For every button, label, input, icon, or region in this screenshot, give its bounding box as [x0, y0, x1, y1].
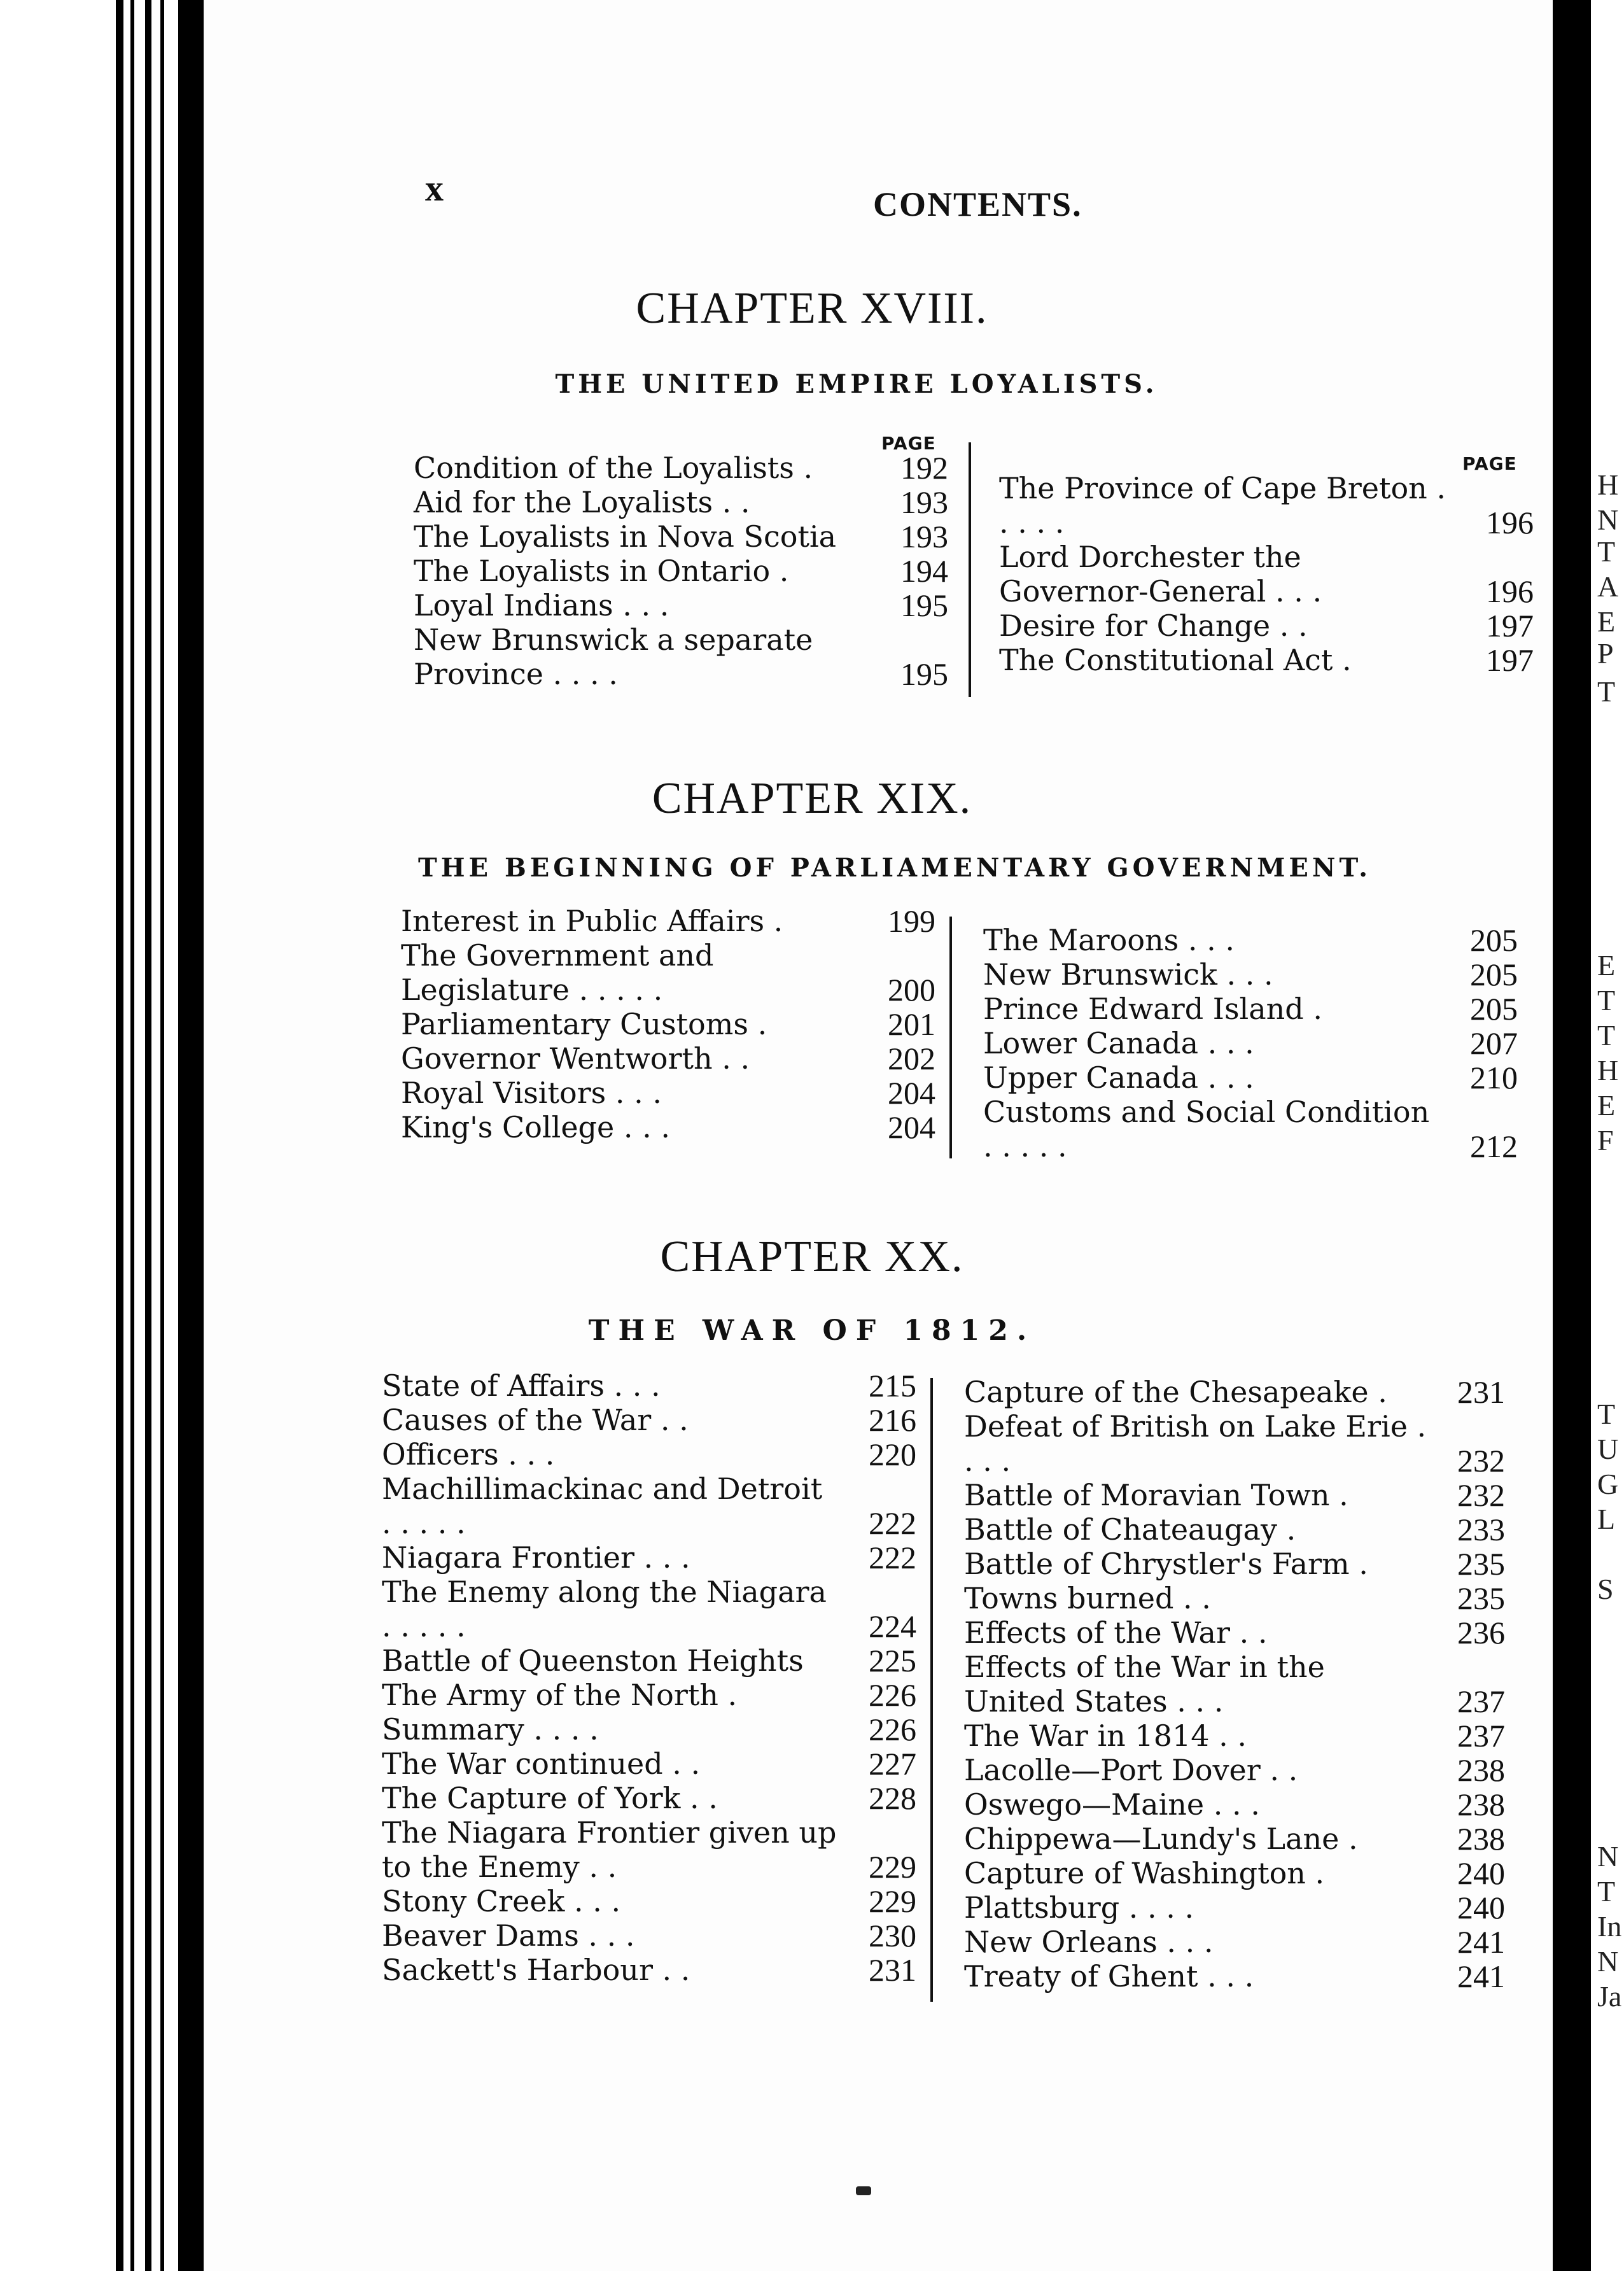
toc-entry[interactable]: Desire for Change . . 197: [999, 608, 1534, 643]
binding-edge: [130, 0, 134, 2271]
margin-letter: N: [1597, 1945, 1619, 1978]
page-number: x: [425, 167, 444, 209]
toc-entry[interactable]: Oswego—Maine . . . 238: [964, 1787, 1505, 1822]
toc-entry[interactable]: State of Affairs . . . 215: [382, 1368, 916, 1403]
margin-letter: T: [1597, 984, 1616, 1016]
column-divider: [969, 442, 971, 697]
margin-letter: S: [1597, 1573, 1614, 1605]
toc-entry[interactable]: Governor Wentworth . . 202: [401, 1041, 935, 1076]
binding-edge: [116, 0, 123, 2271]
toc-entry[interactable]: Stony Creek . . . 229: [382, 1883, 916, 1919]
running-head: CONTENTS.: [873, 185, 1082, 223]
toc-entry[interactable]: Officers . . . 220: [382, 1437, 916, 1472]
toc-column-left: [401, 904, 935, 1144]
page-left-edge: [178, 0, 204, 2271]
toc-entry[interactable]: Condition of the Loyalists . 192: [414, 450, 948, 486]
toc-entry[interactable]: Battle of Chrystler's Farm . 235: [964, 1546, 1505, 1582]
toc-entry[interactable]: The Loyalists in Ontario . 194: [414, 553, 948, 589]
toc-entry[interactable]: Towns burned . . 235: [964, 1580, 1505, 1616]
column-divider: [930, 1378, 933, 2002]
toc-column-right: [999, 471, 1534, 677]
page-column-label: PAGE: [881, 433, 936, 454]
margin-letter: T: [1597, 675, 1616, 708]
scan-left-margin: [0, 0, 194, 2271]
toc-entry[interactable]: Lacolle—Port Dover . . 238: [964, 1752, 1505, 1788]
page-column-label: PAGE: [1462, 453, 1517, 474]
toc-entry[interactable]: Treaty of Ghent . . . 241: [964, 1958, 1505, 1994]
column-divider: [949, 917, 952, 1158]
margin-letter: T: [1597, 535, 1616, 568]
chapter-subtitle: THE WAR OF 1812.: [588, 1314, 1036, 1347]
margin-letter: H: [1597, 1054, 1619, 1086]
toc-entry[interactable]: The Maroons . . . 205: [983, 922, 1518, 958]
margin-letter: E: [1597, 605, 1616, 638]
toc-entry[interactable]: Lord Dorchester the Governor-General . . . 196: [999, 540, 1534, 609]
toc-entry[interactable]: New Brunswick . . . 205: [983, 957, 1518, 992]
toc-entry[interactable]: Plattsburg . . . . 240: [964, 1890, 1505, 1925]
margin-letter: E: [1597, 1089, 1616, 1121]
margin-letter: E: [1597, 949, 1616, 981]
toc-entry[interactable]: The Niagara Frontier given up to the Enemy . . 229: [382, 1815, 916, 1885]
toc-entry[interactable]: Customs and Social Condition . . . . . 212: [983, 1095, 1518, 1164]
toc-entry[interactable]: Effects of the War . . 236: [964, 1615, 1505, 1650]
margin-letter: T: [1597, 1875, 1616, 1908]
toc-entry[interactable]: The Enemy along the Niagara . . . . . 224: [382, 1575, 916, 1644]
toc-entry[interactable]: Chippewa—Lundy's Lane . 238: [964, 1821, 1505, 1857]
margin-letter: G: [1597, 1468, 1619, 1500]
toc-entry[interactable]: Battle of Moravian Town . 232: [964, 1477, 1505, 1513]
margin-letter: L: [1597, 1503, 1616, 1535]
toc-entry[interactable]: Battle of Chateaugay . 233: [964, 1512, 1505, 1547]
toc-entry[interactable]: Prince Edward Island . 205: [983, 991, 1518, 1027]
toc-entry[interactable]: Lower Canada . . . 207: [983, 1025, 1518, 1061]
toc-entry[interactable]: Parliamentary Customs . 201: [401, 1006, 935, 1042]
toc-entry[interactable]: The War continued . . 227: [382, 1746, 916, 1782]
chapter-subtitle: THE UNITED EMPIRE LOYALISTS.: [555, 369, 1158, 399]
toc-entry[interactable]: The War in 1814 . . 237: [964, 1718, 1505, 1754]
toc-entry[interactable]: New Brunswick a separate Province . . . . 195: [414, 622, 948, 692]
margin-letter: T: [1597, 1019, 1616, 1051]
toc-entry[interactable]: Machillimackinac and Detroit . . . . . 222: [382, 1472, 916, 1541]
chapter-title: CHAPTER XVIII.: [636, 284, 988, 333]
toc-entry[interactable]: The Province of Cape Breton . . . . . 196: [999, 471, 1534, 540]
toc-entry[interactable]: Beaver Dams . . . 230: [382, 1918, 916, 1953]
margin-letter: N: [1597, 1840, 1619, 1873]
toc-entry[interactable]: New Orleans . . . 241: [964, 1924, 1505, 1960]
toc-column-left: [382, 1368, 916, 1987]
margin-letter: H: [1597, 468, 1619, 501]
margin-letter: T: [1597, 1398, 1616, 1430]
toc-entry[interactable]: The Army of the North . 226: [382, 1677, 916, 1713]
margin-letter: Ja: [1597, 1980, 1622, 2013]
chapter-subtitle: THE BEGINNING OF PARLIAMENTARY GOVERNMENT.: [417, 853, 1372, 883]
margin-letter: N: [1597, 503, 1619, 536]
toc-entry[interactable]: Summary . . . . 226: [382, 1712, 916, 1747]
margin-letter: U: [1597, 1433, 1619, 1465]
toc-entry[interactable]: Interest in Public Affairs . 199: [401, 903, 935, 939]
toc-column-left: [414, 451, 948, 691]
margin-letter: P: [1597, 637, 1614, 670]
toc-column-right: [983, 923, 1518, 1164]
margin-letter: A: [1597, 570, 1619, 603]
toc-entry[interactable]: Upper Canada . . . 210: [983, 1060, 1518, 1095]
toc-entry[interactable]: The Capture of York . . 228: [382, 1780, 916, 1816]
toc-entry[interactable]: King's College . . . 204: [401, 1109, 935, 1145]
toc-entry[interactable]: Niagara Frontier . . . 222: [382, 1540, 916, 1575]
toc-entry[interactable]: The Government and Legislature . . . . . 200: [401, 938, 935, 1008]
toc-entry[interactable]: Defeat of British on Lake Erie . . . . 232: [964, 1409, 1505, 1479]
binding-edge: [160, 0, 164, 2271]
toc-entry[interactable]: Aid for the Loyalists . . 193: [414, 484, 948, 520]
binding-edge: [145, 0, 151, 2271]
toc-column-right: [964, 1375, 1505, 1993]
toc-entry[interactable]: Sackett's Harbour . . 231: [382, 1952, 916, 1988]
toc-entry[interactable]: The Constitutional Act . 197: [999, 642, 1534, 678]
toc-entry[interactable]: Loyal Indians . . . 195: [414, 587, 948, 623]
ink-mark: [856, 2186, 871, 2195]
toc-entry[interactable]: Effects of the War in the United States . . . 237: [964, 1650, 1505, 1719]
toc-entry[interactable]: Capture of the Chesapeake . 231: [964, 1374, 1505, 1410]
chapter-title: CHAPTER XIX.: [652, 774, 972, 823]
toc-entry[interactable]: Royal Visitors . . . 204: [401, 1075, 935, 1111]
toc-entry[interactable]: Capture of Washington . 240: [964, 1855, 1505, 1891]
margin-letter: F: [1597, 1124, 1614, 1157]
chapter-title: CHAPTER XX.: [660, 1232, 964, 1281]
toc-entry[interactable]: The Loyalists in Nova Scotia 193: [414, 519, 948, 554]
toc-entry[interactable]: Battle of Queenston Heights 225: [382, 1643, 916, 1678]
toc-entry[interactable]: Causes of the War . . 216: [382, 1402, 916, 1438]
margin-letter: In: [1597, 1910, 1622, 1943]
